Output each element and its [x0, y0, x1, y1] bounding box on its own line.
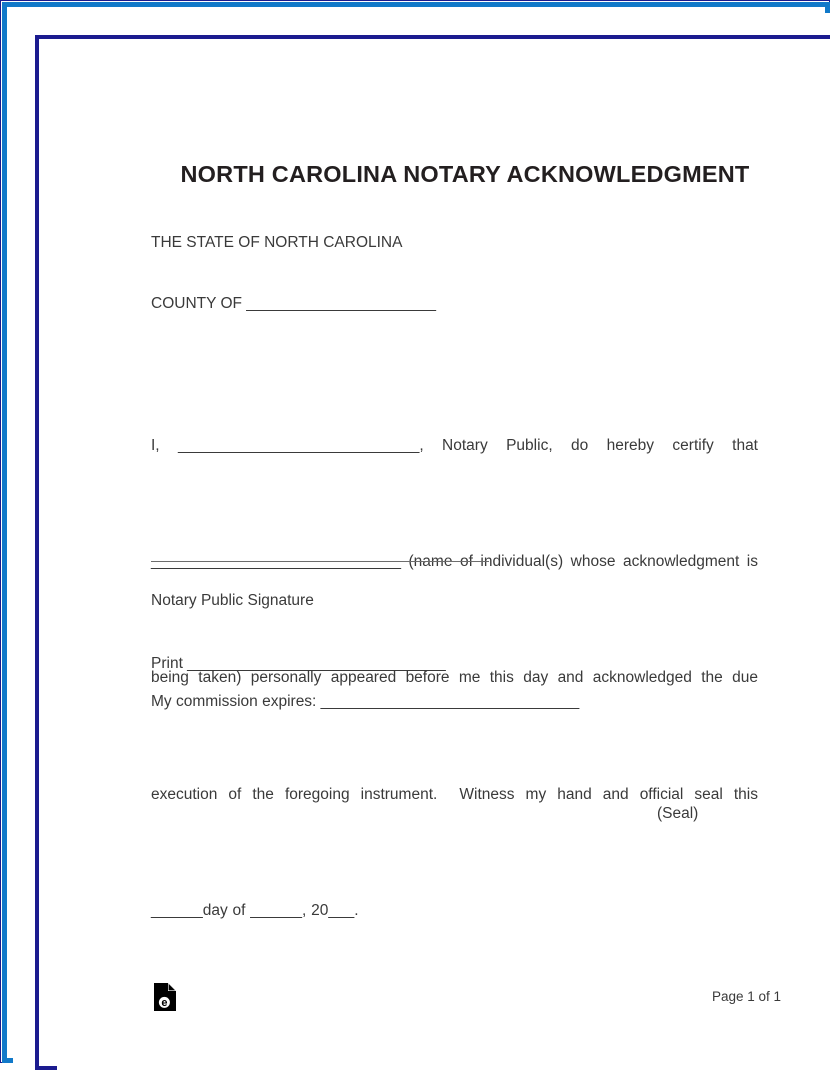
- state-line: THE STATE OF NORTH CAROLINA: [151, 234, 403, 251]
- county-line: COUNTY OF ______________________: [151, 294, 436, 312]
- document-sheet: [57, 57, 830, 1084]
- eforms-document-icon: [154, 983, 176, 1011]
- svg-text:e: e: [161, 997, 168, 1010]
- frame-white-gap: [13, 13, 830, 1064]
- signature-caption: Notary Public Signature: [151, 592, 314, 609]
- print-name-line: Print ______________________________: [151, 655, 446, 672]
- page-number: Page 1 of 1: [711, 989, 781, 1004]
- acknowledgment-line-2: _____________________________ (name of individual(s) whose acknowledgment is: [151, 552, 758, 570]
- commission-expires-line: My commission expires: ______________________________: [151, 693, 580, 710]
- seal-label: (Seal): [657, 805, 699, 822]
- acknowledgment-line-4: execution of the foregoing instrument. Witness my hand and official seal this: [151, 785, 758, 803]
- acknowledgment-paragraph: [151, 349, 758, 1009]
- acknowledgment-line-1: I, ____________________________, Notary Public, do hereby certify that: [151, 436, 758, 454]
- signature-rule: [151, 561, 489, 562]
- document-body: [151, 235, 758, 1009]
- page-title: NORTH CAROLINA NOTARY ACKNOWLEDGMENT: [180, 161, 750, 187]
- acknowledgment-line-3: being taken) personally appeared before me this day and acknowledged the due: [151, 669, 758, 687]
- acknowledgment-line-5: ______day of ______, 20___.: [151, 902, 359, 920]
- frame-bright-blue-border: [2, 2, 830, 1063]
- frame-navy-border: [35, 35, 830, 1070]
